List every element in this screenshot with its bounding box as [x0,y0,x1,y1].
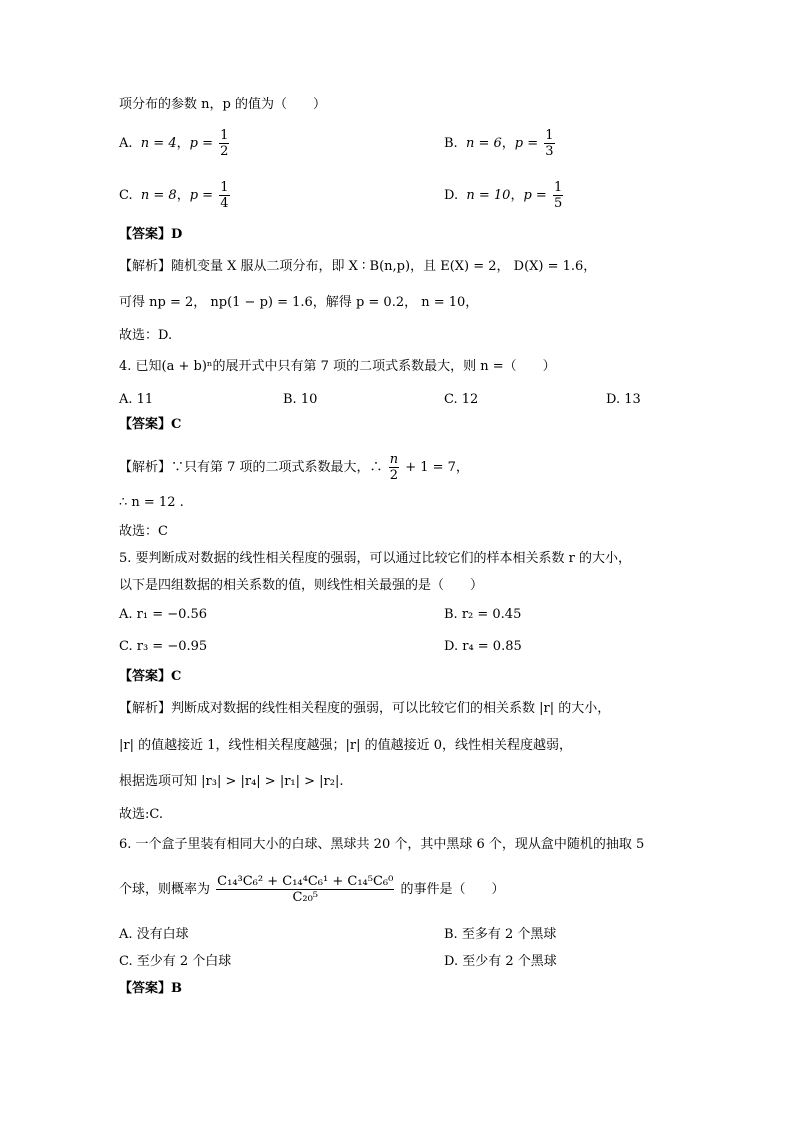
q5-option-b: B. r₂ = 0.45 [444,607,522,622]
q3-answer: 【答案】D [119,227,183,242]
q6-stem-line-2: 个球，则概率为 $\frac{\text{C₁₄³C₆² + C₁₄⁴C₆¹ + C₁₄⁵C₆⁰}}{\text{C₂₀⁵}}$ 的事件是（ ） [119,874,505,905]
q6-stem-line-1: 6. 一个盒子里装有相同大小的白球、黑球共 20 个，其中黑球 6 个，现从盒中随机的抽取 5 [119,837,645,852]
q4-option-d: D. 13 [606,392,641,407]
q6-probability-fraction: $\frac{\text{C₁₄³C₆² + C₁₄⁴C₆¹ + C₁₄⁵C₆⁰}}{\text{C₂₀⁵}}$ [217,874,394,905]
q6-option-c: C. 至少有 2 个白球 [119,954,232,969]
q4-answer: 【答案】C [119,417,182,432]
q4-conclusion: 故选：C [119,524,168,539]
q6-option-d: D. 至少有 2 个黑球 [444,954,557,969]
q5-analysis-line-1: 【解析】判断成对数据的线性相关程度的强弱，可以比较它们的相关系数 |r| 的大小， [119,701,611,716]
q5-option-c: C. r₃ = −0.95 [119,639,208,654]
q6-option-a: A. 没有白球 [119,927,189,942]
q3-option-b-fraction: $\frac{1}{3}$ [545,128,554,159]
q3-option-d: D. n = 10，p = $\frac{1}{5}$ [444,180,563,211]
q4-option-c: C. 12 [444,392,479,407]
q4-option-a: A. 11 [119,392,154,407]
q6-option-b: B. 至多有 2 个黑球 [444,927,557,942]
q3-analysis-line-1: 【解析】随机变量 X 服从二项分布，即 X ∶ B(n,p)，且 E(X) = 2， D(X) = 1.6， [119,259,597,274]
q5-option-d: D. r₄ = 0.85 [444,639,522,654]
q3-analysis-line-2: 可得 np = 2， np(1 − p) = 1.6，解得 p = 0.2， n = 10， [119,295,479,310]
q5-answer: 【答案】C [119,669,182,684]
q3-option-b: B. n = 6，p = $\frac{1}{3}$ [444,128,554,159]
q3-stem-continuation: 项分布的参数 n，p 的值为（ ） [119,97,326,112]
q5-analysis-line-2: |r| 的值越接近 1，线性相关程度越强；|r| 的值越接近 0，线性相关程度越弱， [119,738,573,753]
q4-option-b: B. 10 [283,392,318,407]
q3-option-a: A. n = 4，p = $\frac{1}{2}$ [119,128,229,159]
q6-answer: 【答案】B [119,981,182,996]
q5-stem-line-2: 以下是四组数据的相关系数的值，则线性相关最强的是（ ） [119,578,484,593]
q4-analysis-fraction: $\frac{n}{2}$ [389,452,399,483]
q3-option-d-fraction: $\frac{1}{5}$ [553,180,563,211]
q4-analysis-line-1: 【解析】∵只有第 7 项的二项式系数最大，∴ $\frac{n}{2}$ + 1 = 7， [119,452,469,483]
q3-conclusion: 故选：D. [119,328,173,343]
q3-option-c: C. n = 8，p = $\frac{1}{4}$ [119,180,229,211]
q4-stem: 4. 已知(a + b)ⁿ的展开式中只有第 7 项的二项式系数最大，则 n =（ ） [119,359,556,374]
q3-option-a-fraction: $\frac{1}{2}$ [220,128,229,159]
q5-option-a: A. r₁ = −0.56 [119,607,208,622]
q5-analysis-line-3: 根据选项可知 |r₃| > |r₄| > |r₁| > |r₂|. [119,774,344,789]
q5-stem-line-1: 5. 要判断成对数据的线性相关程度的强弱，可以通过比较它们的样本相关系数 r 的大小， [119,551,632,566]
q5-conclusion: 故选:C. [119,807,163,822]
q4-result: ∴ n = 12 . [119,495,184,510]
q3-option-c-fraction: $\frac{1}{4}$ [220,180,229,211]
